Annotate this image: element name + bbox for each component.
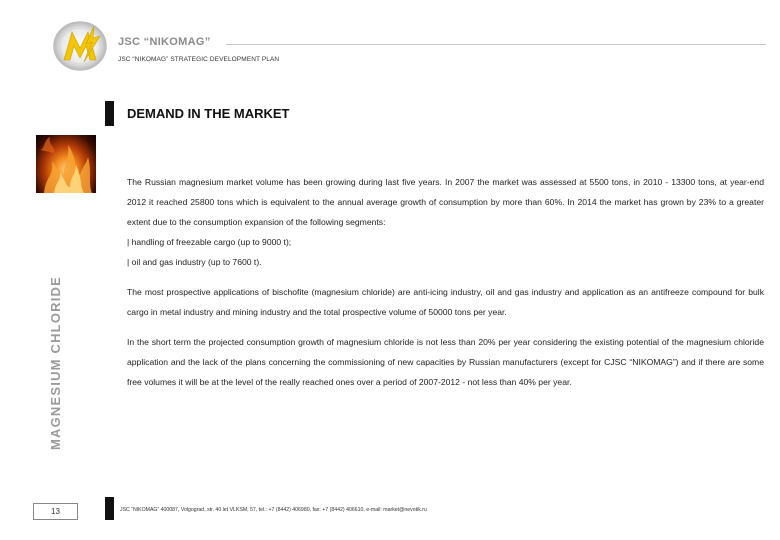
nikomag-logo-icon [50, 20, 110, 72]
footer-contact: JSC “NIKOMAG” 400087, Volgograd, str. 40 let VLKSM, 57, tel.: +7 (8442) 406980, fax: +7 (8442) 406610, e-mail: market@nevotik.ru [120, 507, 427, 513]
content-body [127, 172, 764, 392]
paragraph-applications: The most prospective applications of bischofite (magnesium chloride) are anti-icing industry, oil and gas industry and application as an antifreeze compound for bulk cargo in metal industry and mining industry and the total prospective volume of 50000 tons per year. [127, 287, 764, 317]
fire-flames-image [36, 135, 96, 193]
footer-accent-bar [105, 497, 114, 520]
paragraph-market-volume: The Russian magnesium market volume has been growing during last five years. In 2007 the market was assessed at 5500 tons, in 2010 - 13300 tons, at year-end 2012 it reached 25800 tons which is equivalent to the annual average growth of consumption by more than 60%. In 2014 the market has grown by 23% to a greater extent due to the consumption expansion of the following segments: [127, 177, 764, 227]
company-name: JSC “NIKOMAG” [118, 36, 211, 48]
bullet-oil-gas: | oil and gas industry (up to 7600 t). [127, 252, 764, 272]
page-subtitle: JSC “NIKOMAG” STRATEGIC DEVELOPMENT PLAN [118, 56, 280, 63]
page-number: 13 [33, 503, 78, 520]
header-divider [226, 44, 766, 45]
section-title: DEMAND IN THE MARKET [127, 106, 290, 121]
side-label: MAGNESIUM CHLORIDE [48, 276, 63, 450]
title-accent-bar [105, 101, 114, 126]
paragraph-growth-forecast: In the short term the projected consumption growth of magnesium chloride is not less than 20% per year considering the existing potential of the magnesium chloride application and the lack of the plans concerning the commissioning of new capacities by Russian manufacturers (except for CJSC “NIKOMAG”) and if there are some free volumes it will be at the level of the really reached ones over a period of 2007-2012 - not less than 40% per year. [127, 337, 764, 387]
bullet-freezable-cargo: | handling of freezable cargo (up to 9000 t); [127, 232, 764, 252]
